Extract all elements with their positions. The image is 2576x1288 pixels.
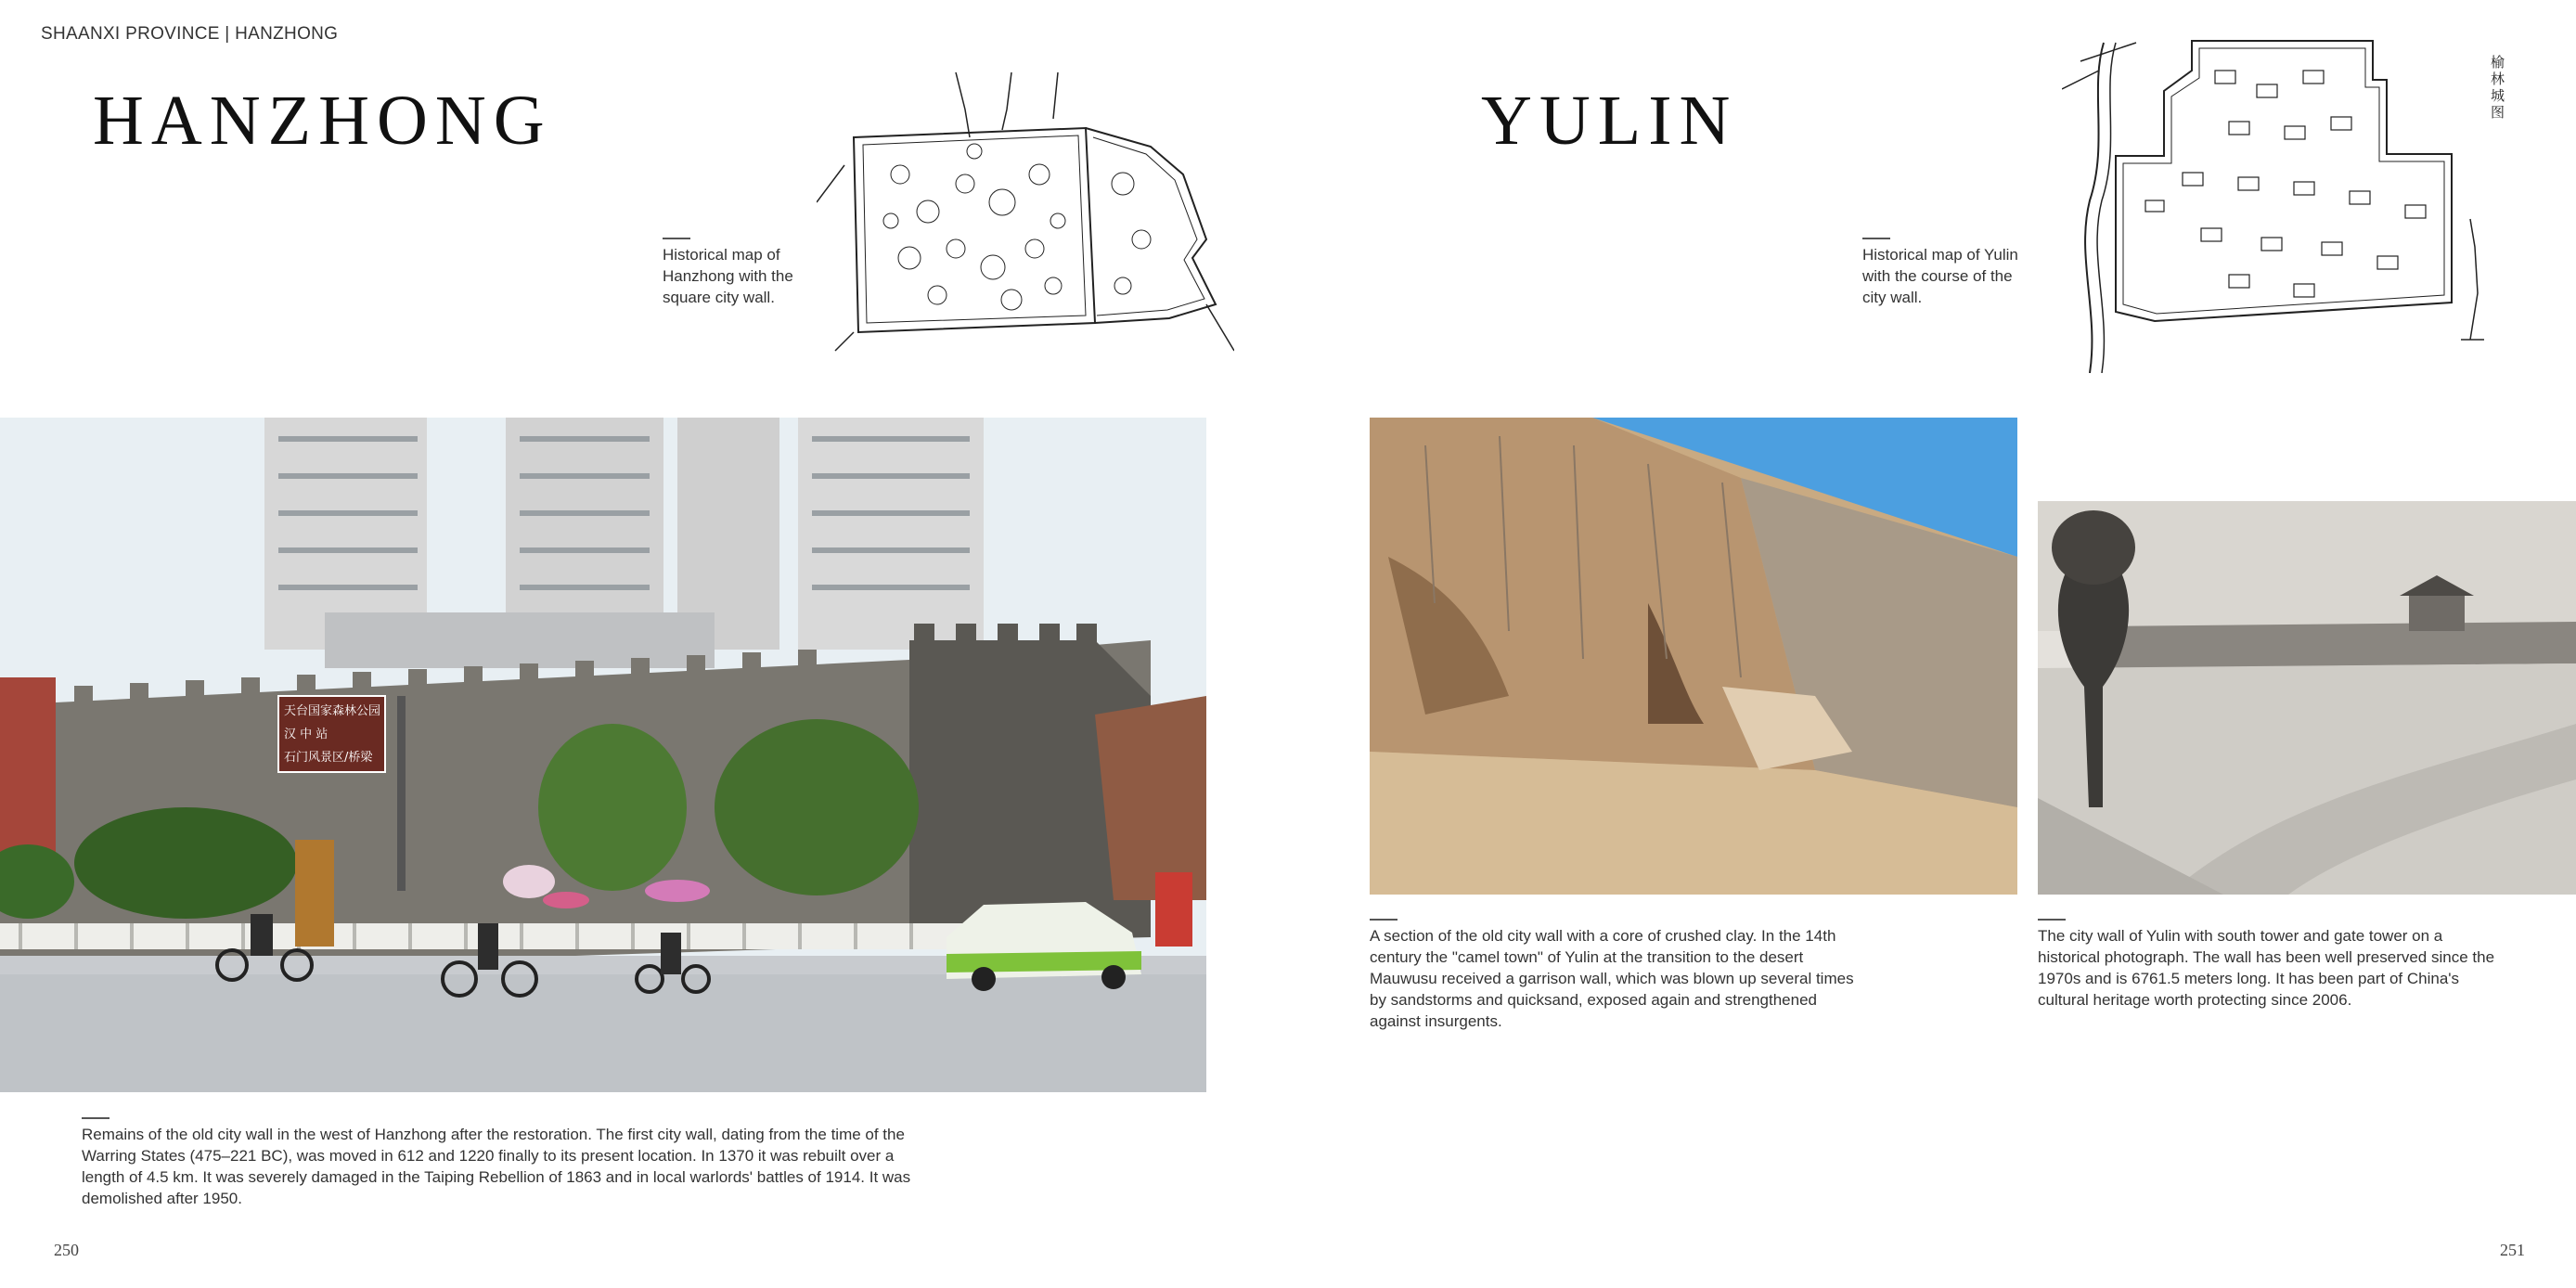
yulin-map-caption-rule	[1862, 238, 1890, 239]
yulin-clay-wall-photo	[1370, 418, 2017, 895]
page-number-left: 250	[54, 1241, 79, 1259]
hanzhong-map-caption: Historical map of Hanzhong with the square city wall.	[663, 246, 793, 306]
page-number-right: 251	[2500, 1241, 2525, 1259]
running-head: SHAANXI PROVINCE | HANZHONG	[41, 24, 339, 44]
road-sign-line-3: 石门风景区/桥梁	[284, 751, 373, 765]
yulin-historical-photo	[2038, 501, 2576, 895]
yulin-photo2-caption-rule	[2038, 919, 2066, 921]
road-sign	[284, 700, 381, 769]
yulin-photo2-caption: The city wall of Yulin with south tower and gate tower on a historical photograph. The wall has been well preserved since the 1970s and is 6761.5 meters long. It has been part of China's cultural heritage worth protecting since 2006.	[2038, 927, 2495, 1009]
hanzhong-title: HANZHONG	[93, 82, 552, 160]
map-caption-rule	[663, 238, 690, 239]
road-sign-line-1: 天台国家森林公园	[284, 704, 381, 718]
yulin-title: YULIN	[1481, 82, 1738, 160]
yulin-map-caption: Historical map of Yulin with the course of the city wall.	[1862, 246, 2018, 306]
yulin-photo1-caption-rule	[1370, 919, 1397, 921]
road-sign-line-2: 汉 中 站	[284, 728, 328, 741]
yulin-historical-map	[2062, 33, 2526, 373]
photo-caption-rule	[82, 1117, 109, 1119]
hanzhong-historical-map	[817, 72, 1234, 355]
yulin-map-inscription: 榆林城图	[2491, 54, 2505, 121]
yulin-photo1-caption: A section of the old city wall with a core of crushed clay. In the 14th century the "camel town" of Yulin at the transition to the desert Mauwusu received a garrison wall, which was blown up several times by sandstorms and quicksand, exposed again and strengthened against insurgents.	[1370, 927, 1854, 1030]
hanzhong-photo-caption: Remains of the old city wall in the west of Hanzhong after the restoration. The first city wall, dating from the time of the Warring States (475–221 BC), was moved in 612 and 1220 finally to its present location. In 1370 it was rebuilt over a length of 4.5 km. It was severely damaged in the Taiping Rebellion of 1863 and in local warlords' battles of 1914. It was demolished after 1950.	[82, 1126, 911, 1207]
hanzhong-city-wall-photo	[0, 418, 1206, 1092]
